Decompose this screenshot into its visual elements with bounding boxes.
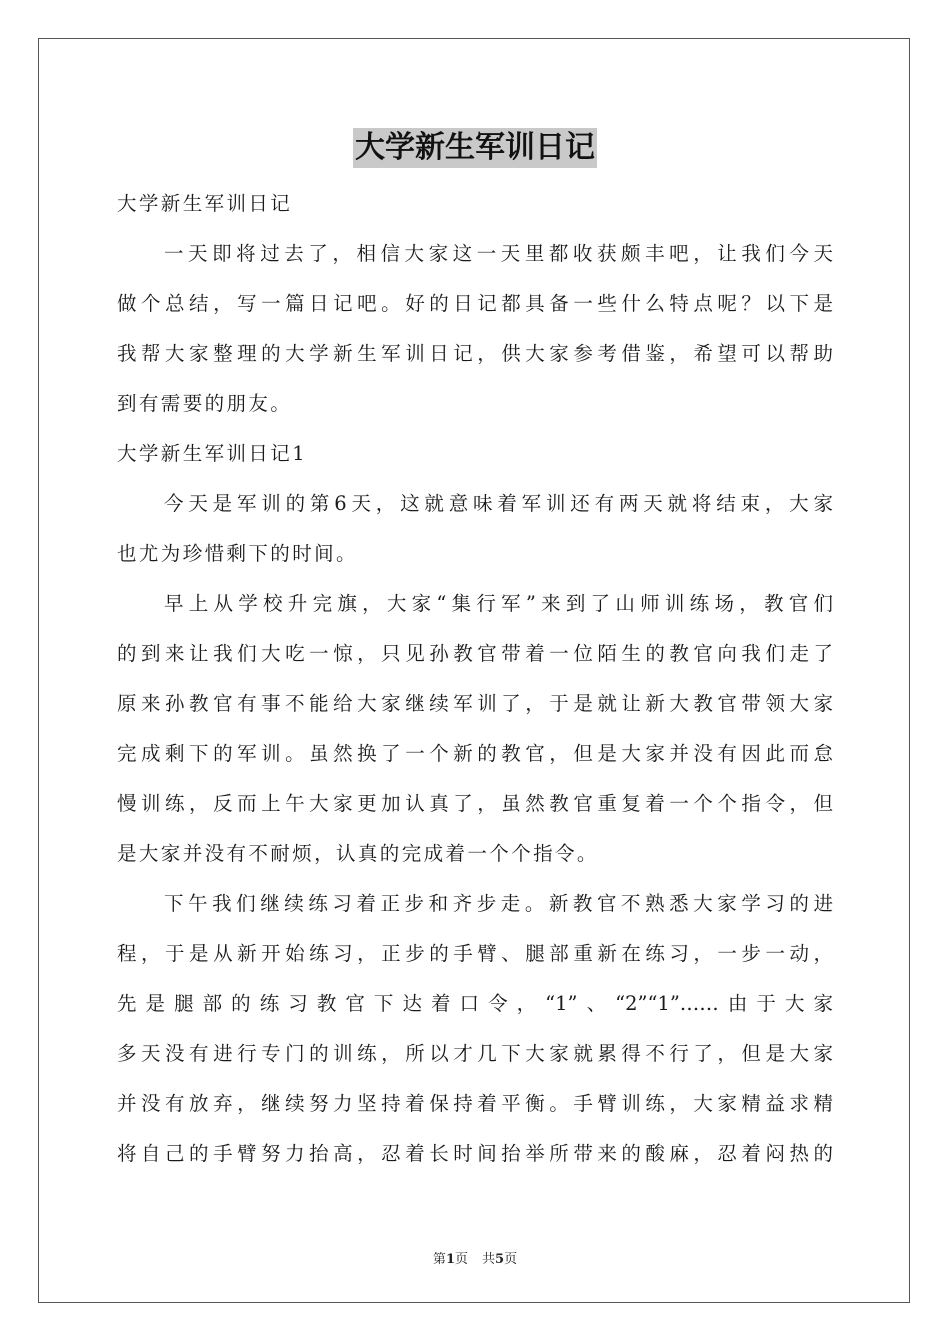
document-title: 大学新生军训日记 — [353, 128, 597, 168]
footer-total-prefix: 共 — [482, 1252, 496, 1267]
text-line: 的到来让我们大吃一惊，只见孙教官带着一位陌生的教官向我们走了 — [117, 642, 833, 665]
footer-page-number: 1 — [445, 1252, 455, 1267]
text-line: 早上从学校升完旗，大家“集行军”来到了山师训练场，教官们 — [164, 592, 833, 615]
text-line: 程，于是从新开始练习，正步的手臂、腿部重新在练习，一步一动， — [117, 942, 833, 965]
text-line: 慢训练，反而上午大家更加认真了，虽然教官重复着一个个指令，但 — [117, 792, 833, 815]
text-line: 是大家并没有不耐烦，认真的完成着一个个指令。 — [117, 842, 599, 865]
text-line: 完成剩下的军训。虽然换了一个新的教官，但是大家并没有因此而怠 — [117, 742, 833, 765]
title-container — [0, 128, 950, 168]
text-line: 并没有放弃，继续努力坚持着保持着平衡。手臂训练，大家精益求精 — [117, 1092, 833, 1115]
text-line: 先是腿部的练习教官下达着口令，“1”、“2”“1”……由于大家 — [117, 992, 833, 1015]
text-line: 大学新生军训日记1 — [117, 442, 308, 465]
text-line: 下午我们继续练习着正步和齐步走。新教官不熟悉大家学习的进 — [164, 892, 833, 915]
page-footer — [0, 1248, 950, 1267]
footer-total-pages: 5 — [495, 1252, 505, 1267]
text-line: 将自己的手臂努力抬高，忍着长时间抬举所带来的酸麻，忍着闷热的 — [117, 1142, 833, 1165]
text-line: 到有需要的朋友。 — [117, 392, 293, 415]
footer-page-prefix: 第 — [432, 1252, 446, 1267]
text-line: 原来孙教官有事不能给大家继续军训了，于是就让新大教官带领大家 — [117, 692, 833, 715]
document-body — [117, 179, 833, 1179]
text-line: 今天是军训的第6天，这就意味着军训还有两天就将结束，大家 — [164, 492, 833, 515]
text-line: 一天即将过去了，相信大家这一天里都收获颇丰吧，让我们今天 — [164, 242, 833, 265]
text-line: 我帮大家整理的大学新生军训日记，供大家参考借鉴，希望可以帮助 — [117, 342, 833, 365]
text-line: 也尤为珍惜剩下的时间。 — [117, 542, 358, 565]
text-line: 多天没有进行专门的训练，所以才几下大家就累得不行了，但是大家 — [117, 1042, 833, 1065]
footer-page-suffix: 页 — [454, 1252, 468, 1267]
footer-total-suffix: 页 — [504, 1252, 518, 1267]
text-line: 大学新生军训日记 — [117, 192, 293, 215]
text-line: 做个总结，写一篇日记吧。好的日记都具备一些什么特点呢？以下是 — [117, 292, 833, 315]
